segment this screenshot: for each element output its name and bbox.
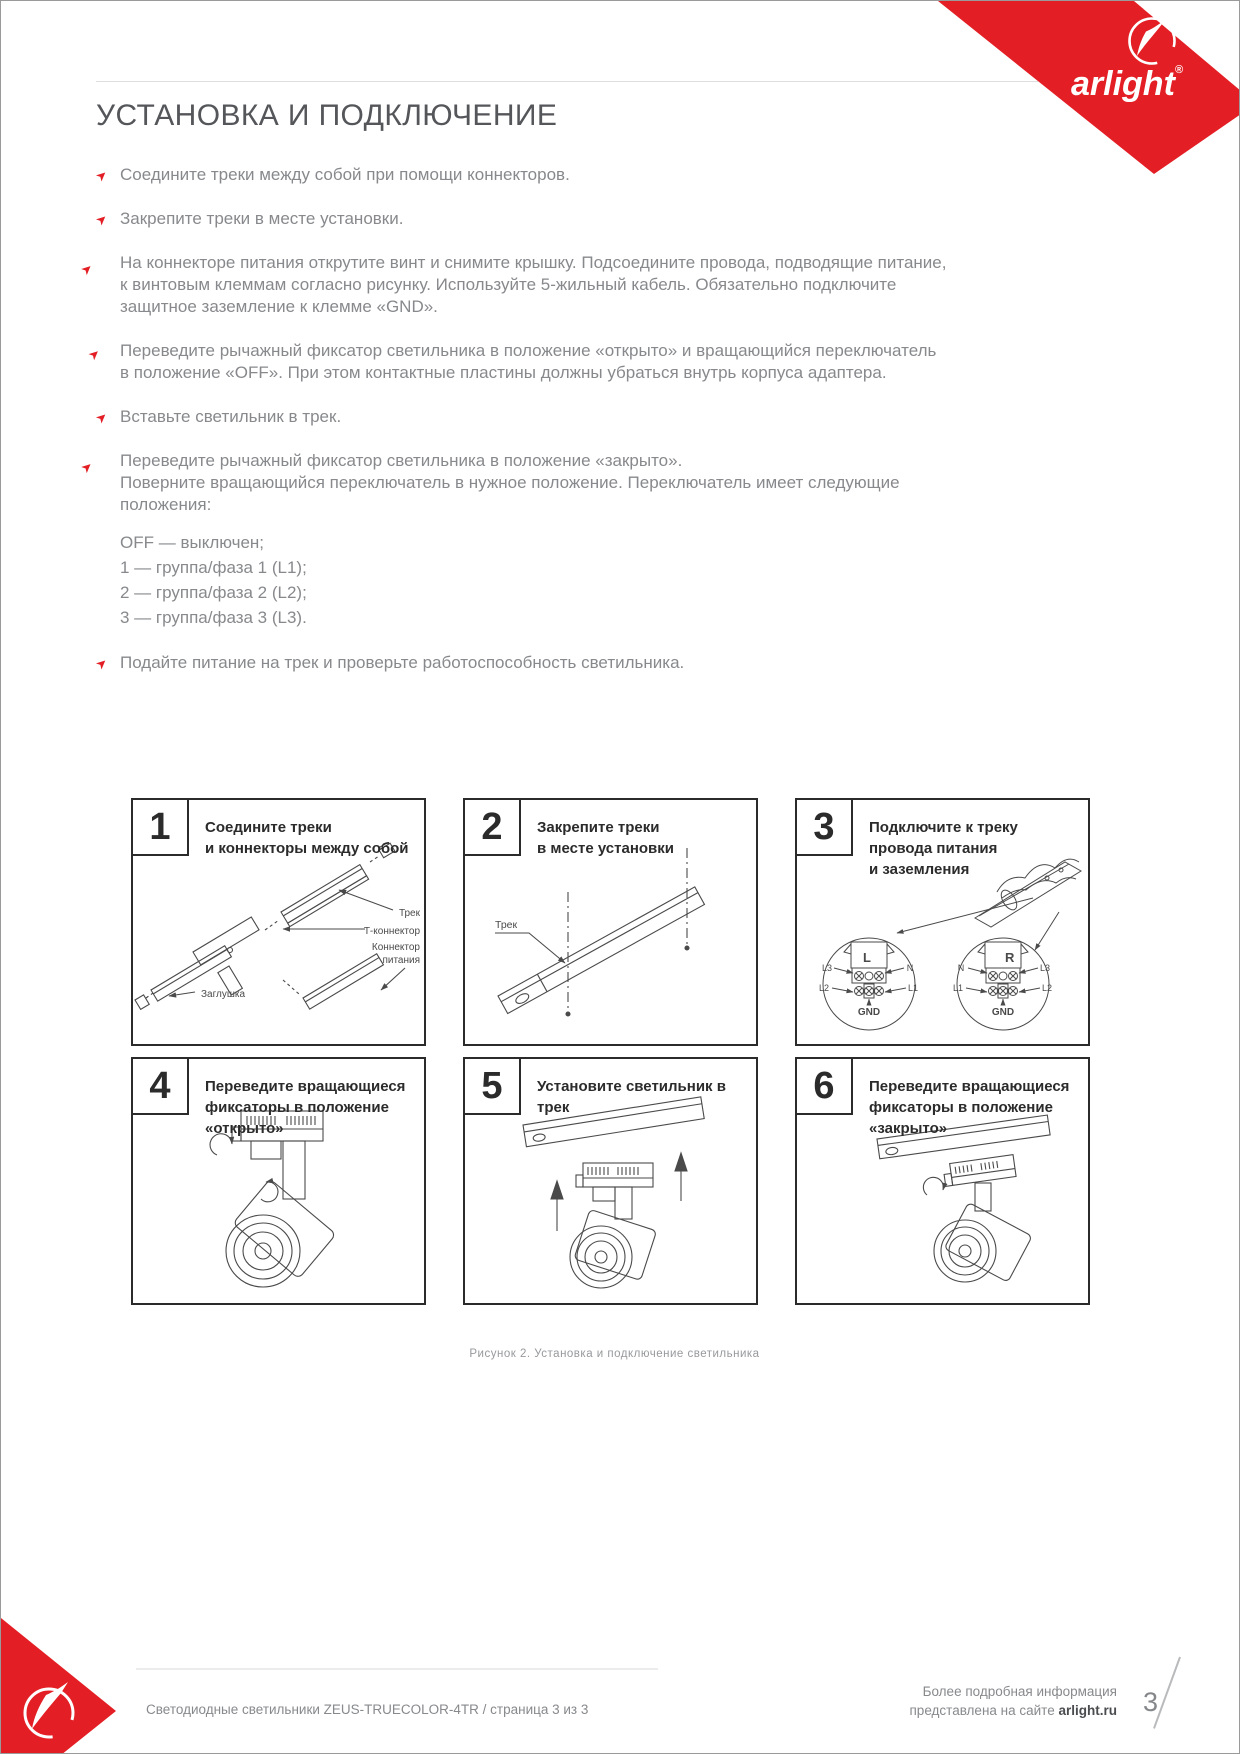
label-power-connector-1: Коннектор [371, 942, 420, 953]
bullet-arrow-icon: ➤ [92, 654, 111, 673]
rotate-arrow-lower [261, 1182, 278, 1202]
footer-more-info [910, 1682, 1118, 1720]
bullet-text: Вставьте светильник в трек. [120, 407, 342, 426]
arlight-logo-icon [1123, 14, 1181, 70]
brand-name: arlight [1071, 65, 1175, 103]
footer-more-info-line1: Более подробная информация [922, 1684, 1117, 1699]
steps-grid [131, 798, 1090, 1305]
instruction-bullet-2 [92, 208, 1142, 230]
label-l1-right: L1 [952, 983, 964, 993]
registered-mark: ® [1174, 64, 1184, 76]
bullet-text: Переведите рычажный фиксатор светильника в положение «открыто» и вращающийся переключатель в положение «OFF». При этом контактные пластины должны убраться внутрь корпуса адаптера. [120, 341, 937, 382]
step-number-badge: 4 [131, 1057, 189, 1115]
step-title: Подключите к треку провода питания и заземления [869, 819, 1018, 878]
label-gnd-right: GND [991, 1007, 1015, 1018]
bullet-arrow-icon: ➤ [92, 408, 111, 427]
brand-ribbon-bottom-left [1, 1601, 141, 1754]
step-box-4 [131, 1057, 426, 1305]
ribbon-shape [1, 1618, 116, 1754]
label-gnd-left: GND [857, 1007, 881, 1018]
bullet-arrow-icon: ➤ [84, 344, 104, 364]
label-n-right: N [957, 963, 965, 973]
footer-product-info: Светодиодные светильники ZEUS-TRUECOLOR-4TR / страница 3 из 3 [146, 1702, 589, 1717]
lamp-stem [283, 1141, 305, 1199]
instruction-bullet-1 [92, 164, 1142, 186]
instruction-bullet-6 [77, 450, 1142, 516]
label-l1-left: L1 [907, 983, 919, 993]
instruction-bullet-5 [92, 406, 1142, 428]
instruction-bullet-3 [77, 252, 1142, 318]
track-adapter [943, 1155, 1016, 1187]
step-title: Соедините треки и коннекторы между собой [205, 819, 409, 857]
page-title: УСТАНОВКА И ПОДКЛЮЧЕНИЕ [96, 99, 558, 132]
label-end-cap: Заглушка [201, 989, 246, 1000]
step-number-badge: 2 [463, 798, 521, 856]
footer-site-link[interactable]: arlight.ru [1058, 1703, 1117, 1718]
lamp-body [944, 1202, 1032, 1282]
bullet-text: Подайте питание на трек и проверьте работоспособность светильника. [120, 653, 685, 672]
step-box-1 [131, 798, 426, 1046]
step-title: Переведите вращающиеся фиксаторы в положение «открыто» [205, 1078, 406, 1137]
step-box-6 [795, 1057, 1090, 1305]
insert-arrow-right [675, 1153, 687, 1201]
switch-position-3: 3 — группа/фаза 3 (L3). [120, 608, 307, 627]
label-l2-left: L2 [818, 983, 830, 993]
label-l3-right: L3 [1039, 963, 1051, 973]
label-right-tab: R [1005, 950, 1015, 965]
footer-divider [136, 1668, 658, 1670]
step-title: Закрепите треки в месте установки [537, 819, 674, 857]
lamp-lens [226, 1215, 300, 1287]
bullet-text: На коннекторе питания открутите винт и снимите крышку. Подсоедините провода, подводящие питание, к винтовым клеммам согласно рисунку. Используйте 5-жильный кабель. Обязательно подключите защитное заземление к клемме «GND». [120, 253, 947, 316]
instruction-bullet-7 [92, 652, 1142, 674]
bullet-text: Соедините треки между собой при помощи коннекторов. [120, 165, 570, 184]
switch-position-2: 2 — группа/фаза 2 (L2); [120, 583, 307, 602]
step-box-3 [795, 798, 1090, 1046]
track-adapter [576, 1163, 653, 1187]
lamp-knuckle [593, 1187, 615, 1201]
step-title: Переведите вращающиеся фиксаторы в положение «закрыто» [869, 1078, 1070, 1137]
lamp-lens [934, 1220, 996, 1282]
step-number-badge: 5 [463, 1057, 521, 1115]
bullet-arrow-icon: ➤ [92, 166, 111, 185]
logo-arrow [1137, 20, 1165, 56]
insert-arrow-left [551, 1181, 563, 1231]
switch-positions-list [120, 530, 1142, 630]
label-l3-left: L3 [821, 963, 833, 973]
logo-circle [1130, 19, 1175, 64]
lamp-body [574, 1209, 657, 1280]
bullet-text: Переведите рычажный фиксатор светильника в положение «закрыто». Поверните вращающийся переключатель в нужное положение. Переключатель имеет следующие положения: [120, 451, 900, 514]
label-track: Трек [495, 919, 518, 931]
lamp-lens [570, 1226, 632, 1288]
step-title: Установите светильник в трек [537, 1078, 726, 1116]
label-power-connector-2: питания [382, 955, 420, 966]
label-track: Трек [398, 908, 420, 919]
lamp-knuckle [251, 1141, 281, 1159]
step-number-badge: 6 [795, 1057, 853, 1115]
main-content [77, 99, 1142, 696]
switch-position-off: OFF — выключен; [120, 533, 265, 552]
label-l2-right: L2 [1041, 983, 1053, 993]
bullet-arrow-icon: ➤ [77, 457, 96, 477]
step-box-5 [463, 1057, 758, 1305]
bullet-arrow-icon: ➤ [77, 259, 96, 279]
top-divider [96, 81, 1038, 82]
page-number: 3 [1143, 1687, 1159, 1717]
label-t-connector: Т-коннектор [363, 926, 420, 937]
power-connector-track [303, 954, 383, 1009]
step-number-badge: 1 [131, 798, 189, 856]
figure-caption: Рисунок 2. Установка и подключение светильника [469, 1348, 760, 1360]
bullet-text: Закрепите треки в месте установки. [120, 209, 404, 228]
label-n-left: N [906, 963, 914, 973]
instruction-bullet-4 [84, 340, 1142, 384]
label-left-tab: L [863, 950, 871, 965]
t-connector [193, 917, 259, 995]
bullet-arrow-icon: ➤ [92, 210, 111, 229]
track-bar [498, 887, 704, 1014]
footer-more-info-line2: представлена на сайте [909, 1703, 1055, 1718]
step-box-2 [463, 798, 758, 1046]
switch-position-1: 1 — группа/фаза 1 (L1); [120, 558, 307, 577]
step-number-badge: 3 [795, 798, 853, 856]
lamp-stem [615, 1187, 632, 1219]
rotate-arrow [923, 1177, 943, 1195]
